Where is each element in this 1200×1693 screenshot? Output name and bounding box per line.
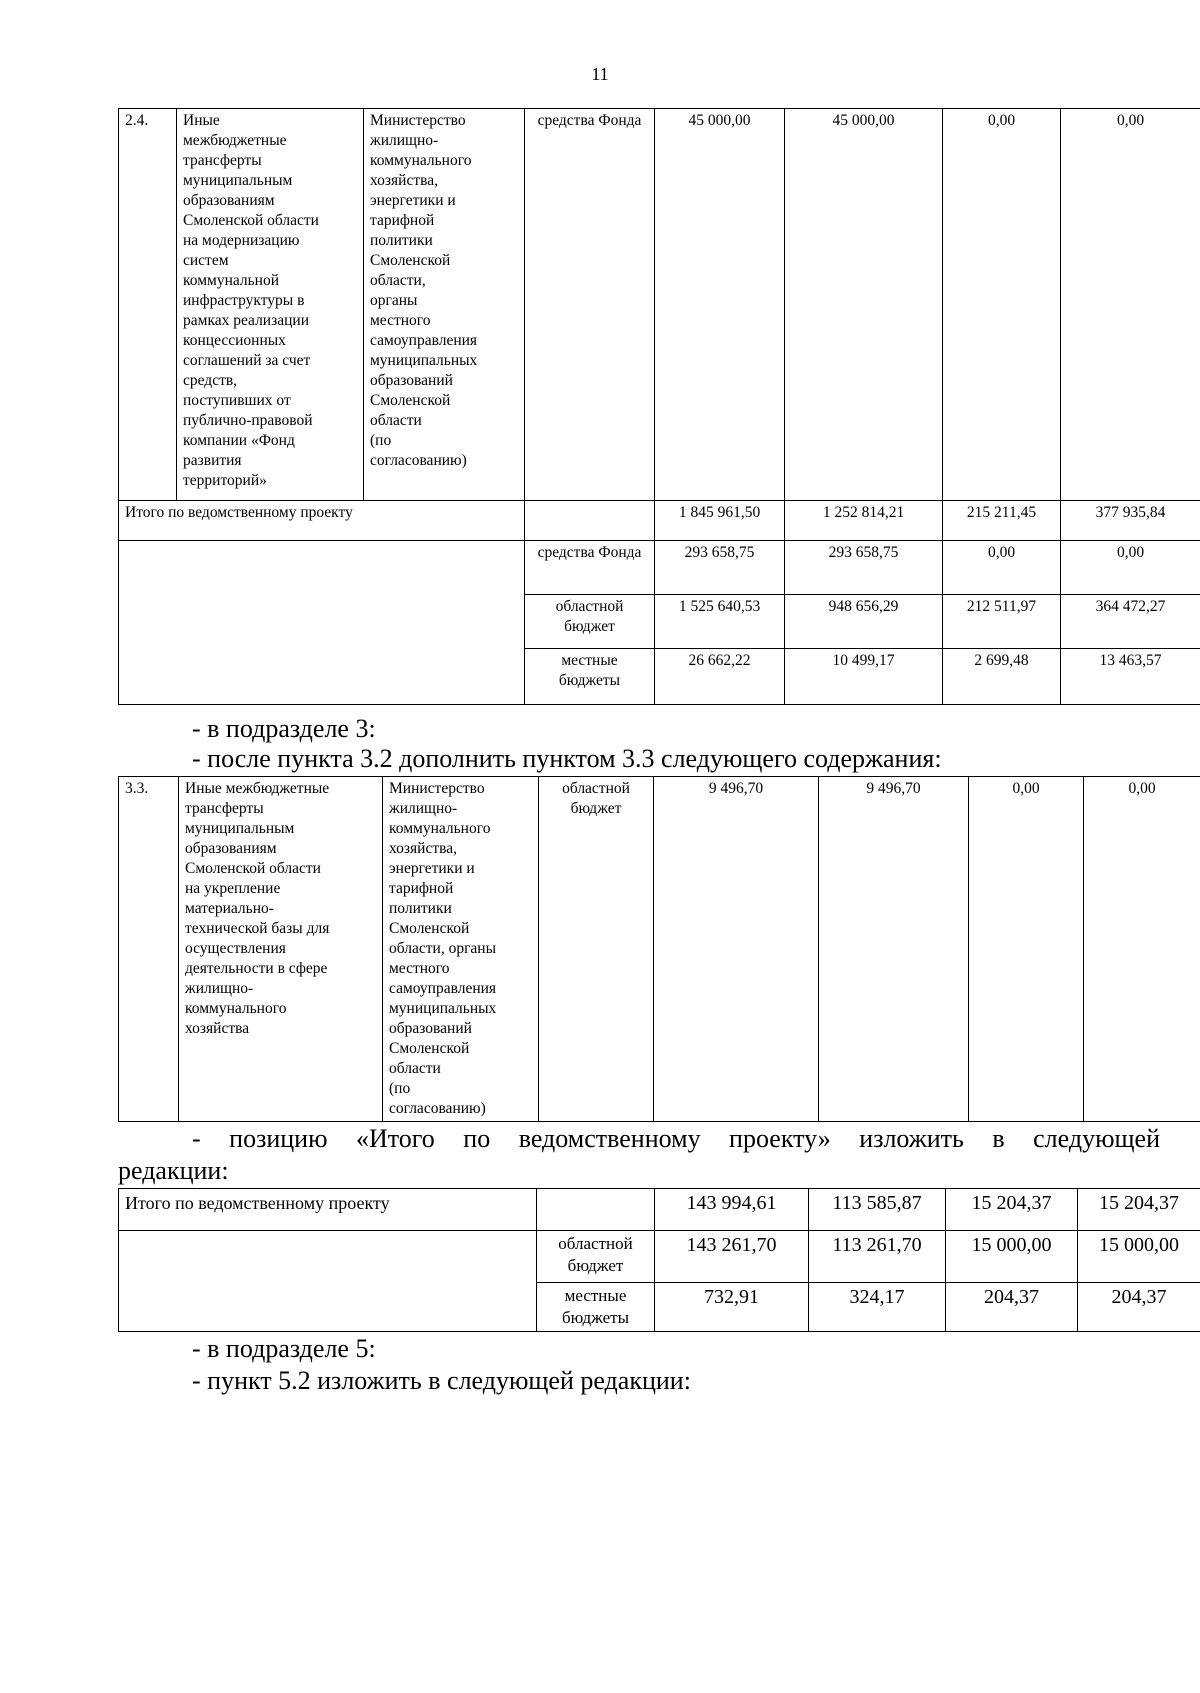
table-row-total xyxy=(119,1189,1200,1231)
cell-text-line: коммунальной xyxy=(183,272,280,289)
row-number: 3.3. xyxy=(119,777,179,1122)
total-label: Итого по ведомственному проекту xyxy=(119,1189,537,1231)
table-row-regional xyxy=(119,1231,1200,1283)
cell-text-line: муниципальных xyxy=(370,352,478,369)
amount-total: 1 845 961,50 xyxy=(655,501,785,541)
cell-text-line: территорий» xyxy=(183,472,267,489)
cell-text-line: согласованию) xyxy=(370,452,467,469)
cell-text-line: муниципальных xyxy=(389,1000,497,1017)
row-number: 2.4. xyxy=(119,109,177,501)
cell-text-line: муниципальным xyxy=(185,820,295,837)
paragraph-subsection-5: - в подразделе 5: xyxy=(192,1334,376,1363)
cell-text-line: Смоленской xyxy=(370,392,451,409)
page-number: 11 xyxy=(591,64,609,84)
total-empty-cell xyxy=(119,541,525,705)
amount-year-2: 15 000,00 xyxy=(946,1231,1078,1283)
amount-total: 143 994,61 xyxy=(655,1189,809,1231)
amount-year-2: 212 511,97 xyxy=(943,595,1061,649)
cell-text-line: местного xyxy=(370,312,431,329)
cell-text-line: материально- xyxy=(185,900,274,917)
amount-year-1: 9 496,70 xyxy=(819,777,969,1122)
cell-text-line: жилищно- xyxy=(370,132,439,149)
amount-total: 732,91 xyxy=(655,1283,809,1332)
amount-year-1: 324,17 xyxy=(809,1283,946,1332)
cell-text-line: средств, xyxy=(183,372,238,389)
amount-year-3: 0,00 xyxy=(1084,777,1200,1122)
amount-year-3: 377 935,84 xyxy=(1061,501,1200,541)
funding-source: средства Фонда xyxy=(525,541,655,595)
cell-text-line: муниципальным xyxy=(183,172,293,189)
executor xyxy=(364,109,525,501)
cell-text-line: поступивших от xyxy=(183,392,291,409)
cell-text-line: осуществления xyxy=(185,940,286,957)
cell-text-line: (по xyxy=(389,1080,411,1097)
cell-text-line: межбюджетные xyxy=(183,132,287,149)
total-empty-cell xyxy=(119,1231,537,1332)
amount-year-2: 0,00 xyxy=(943,109,1061,501)
amount-year-1: 293 658,75 xyxy=(785,541,943,595)
cell-text-line: трансферты xyxy=(185,800,264,817)
cell-text-line: хозяйства, xyxy=(389,840,457,857)
paragraph-total-position-cont: редакции: xyxy=(118,1156,229,1185)
cell-text-line: Министерство xyxy=(389,780,485,797)
amount-year-1: 113 261,70 xyxy=(809,1231,946,1283)
cell-text-line: органы xyxy=(370,292,418,309)
cell-text-line: на модернизацию xyxy=(183,232,300,249)
funding-source: местные бюджеты xyxy=(537,1283,655,1332)
table-row-2-4 xyxy=(119,109,1200,501)
measure-name xyxy=(177,109,364,501)
cell-text-line: концессионных xyxy=(183,332,286,349)
amount-year-2: 2 699,48 xyxy=(943,649,1061,705)
amount-year-2: 0,00 xyxy=(969,777,1084,1122)
cell-text-line: трансферты xyxy=(183,152,262,169)
table-row-total xyxy=(119,501,1200,541)
cell-text-line: жилищно- xyxy=(389,800,458,817)
cell-text-line: на укрепление xyxy=(185,880,281,897)
cell-text-line: соглашений за счет xyxy=(183,352,311,369)
amount-year-3: 364 472,27 xyxy=(1061,595,1200,649)
funding-source-empty xyxy=(525,501,655,541)
cell-text-line: области xyxy=(389,1060,441,1077)
cell-text-line: энергетики и xyxy=(370,192,456,209)
paragraph-subsection-3: - в подразделе 3: xyxy=(192,714,376,743)
cell-text-line: хозяйства xyxy=(185,1020,250,1037)
executor xyxy=(383,777,539,1122)
amount-total: 9 496,70 xyxy=(654,777,819,1122)
amount-year-3: 0,00 xyxy=(1061,109,1200,501)
cell-text-line: политики xyxy=(389,900,452,917)
cell-text-line: деятельности в сфере xyxy=(185,960,328,977)
cell-text-line: Смоленской xyxy=(389,1040,470,1057)
table-project-2 xyxy=(118,108,1200,705)
amount-year-1: 45 000,00 xyxy=(785,109,943,501)
amount-year-2: 0,00 xyxy=(943,541,1061,595)
amount-year-2: 215 211,45 xyxy=(943,501,1061,541)
cell-text-line: жилищно- xyxy=(185,980,254,997)
cell-text-line: политики xyxy=(370,232,433,249)
cell-text-line: инфраструктуры в xyxy=(183,292,305,309)
cell-text-line: технической базы для xyxy=(185,920,330,937)
cell-text-line: тарифной xyxy=(370,212,435,229)
funding-source: областной бюджет xyxy=(539,777,654,1122)
cell-text-line: Иные межбюджетные xyxy=(185,780,330,797)
cell-text-line: Смоленской области xyxy=(183,212,319,229)
table-project-3-total xyxy=(118,1188,1200,1332)
amount-year-3: 15 000,00 xyxy=(1078,1231,1200,1283)
amount-year-1: 10 499,17 xyxy=(785,649,943,705)
cell-text-line: Смоленской xyxy=(370,252,451,269)
table-row-fund xyxy=(119,541,1200,595)
cell-text-line: развития xyxy=(183,452,242,469)
cell-text-line: энергетики и xyxy=(389,860,475,877)
funding-source: областной бюджет xyxy=(537,1231,655,1283)
cell-text-line: Смоленской области xyxy=(185,860,321,877)
amount-total: 26 662,22 xyxy=(655,649,785,705)
cell-text-line: тарифной xyxy=(389,880,454,897)
cell-text-line: образований xyxy=(389,1020,472,1037)
amount-year-3: 204,37 xyxy=(1078,1283,1200,1332)
cell-text-line: согласованию) xyxy=(389,1100,486,1117)
amount-year-3: 0,00 xyxy=(1061,541,1200,595)
paragraph-total-position: - позицию «Итого по ведомственному проекту» изложить в следующей xyxy=(192,1124,1160,1153)
paragraph-item-5-2: - пункт 5.2 изложить в следующей редакции: xyxy=(192,1366,691,1395)
amount-total: 143 261,70 xyxy=(655,1231,809,1283)
cell-text-line: Министерство xyxy=(370,112,466,129)
funding-source: областной бюджет xyxy=(525,595,655,649)
cell-text-line: систем xyxy=(183,252,229,269)
funding-source: местные бюджеты xyxy=(525,649,655,705)
cell-text-line: рамках реализации xyxy=(183,312,309,329)
cell-text-line: области, органы xyxy=(389,940,497,957)
amount-year-1: 113 585,87 xyxy=(809,1189,946,1231)
cell-text-line: области, xyxy=(370,272,426,289)
cell-text-line: публично-правовой xyxy=(183,412,313,429)
funding-source-empty xyxy=(537,1189,655,1231)
cell-text-line: коммунального xyxy=(370,152,472,169)
cell-text-line: (по xyxy=(370,432,392,449)
cell-text-line: компании «Фонд xyxy=(183,432,295,449)
amount-year-3: 13 463,57 xyxy=(1061,649,1200,705)
cell-text-line: Смоленской xyxy=(389,920,470,937)
cell-text-line: самоуправления xyxy=(389,980,497,997)
table-item-3-3 xyxy=(118,776,1200,1122)
amount-year-1: 1 252 814,21 xyxy=(785,501,943,541)
amount-year-3: 15 204,37 xyxy=(1078,1189,1200,1231)
cell-text-line: образованиям xyxy=(183,192,275,209)
amount-total: 1 525 640,53 xyxy=(655,595,785,649)
cell-text-line: хозяйства, xyxy=(370,172,438,189)
amount-total: 45 000,00 xyxy=(655,109,785,501)
amount-year-2: 204,37 xyxy=(946,1283,1078,1332)
cell-text-line: образованиям xyxy=(185,840,277,857)
cell-text-line: коммунального xyxy=(389,820,491,837)
cell-text-line: местного xyxy=(389,960,450,977)
funding-source: средства Фонда xyxy=(525,109,655,501)
cell-text-line: Иные xyxy=(183,112,220,129)
amount-year-1: 948 656,29 xyxy=(785,595,943,649)
table-row-3-3 xyxy=(119,777,1200,1122)
amount-year-2: 15 204,37 xyxy=(946,1189,1078,1231)
paragraph-add-item-3-3: - после пункта 3.2 дополнить пунктом 3.3 следующего содержания: xyxy=(192,744,942,773)
cell-text-line: коммунального xyxy=(185,1000,287,1017)
cell-text-line: самоуправления xyxy=(370,332,478,349)
measure-name xyxy=(179,777,383,1122)
cell-text-line: образований xyxy=(370,372,453,389)
amount-total: 293 658,75 xyxy=(655,541,785,595)
cell-text-line: области xyxy=(370,412,422,429)
total-label: Итого по ведомственному проекту xyxy=(119,501,525,541)
